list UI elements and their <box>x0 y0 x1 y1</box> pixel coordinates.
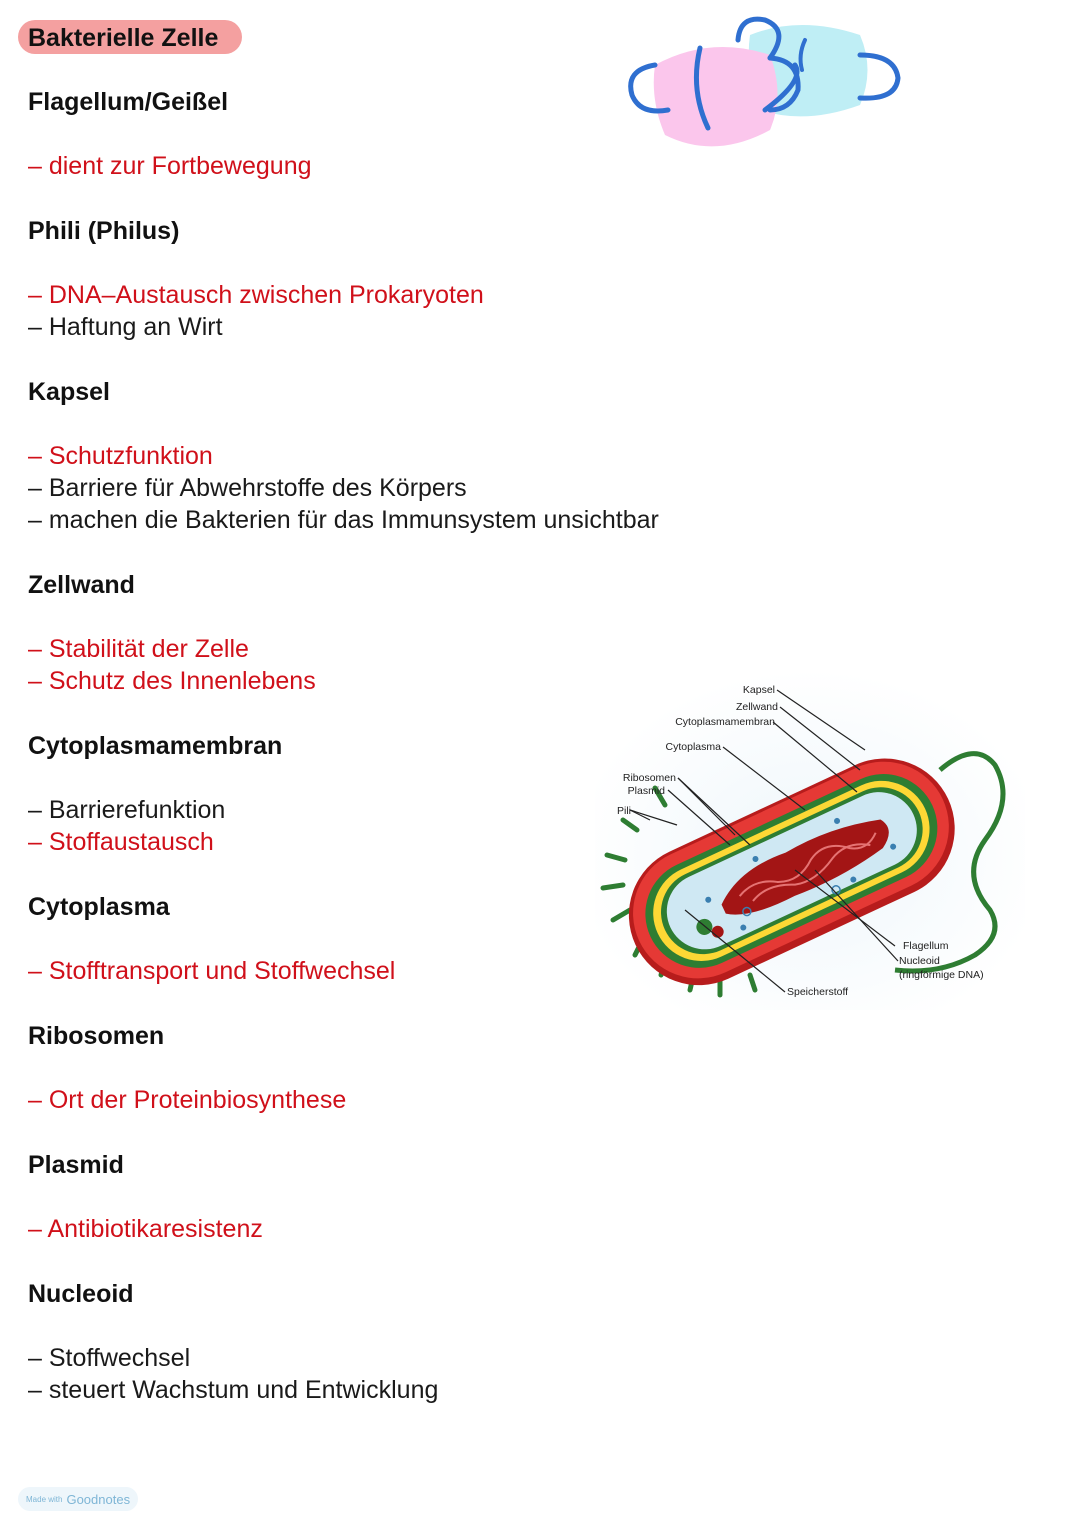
bullet-item: – Schutz des Innenlebens <box>28 667 316 695</box>
section-items <box>28 440 668 536</box>
section-items <box>28 279 668 343</box>
bacteria-diagram <box>595 670 1025 1010</box>
section-heading: Plasmid <box>28 1151 124 1179</box>
section-heading: Cytoplasmamembran <box>28 732 283 760</box>
section-heading: Nucleoid <box>28 1280 134 1308</box>
bullet-item: – machen die Bakterien für das Immunsystem unsichtbar <box>28 506 659 534</box>
label-ribosomen: Ribosomen <box>622 772 676 784</box>
bullet-item: – Barriere für Abwehrstoffe des Körpers <box>28 474 467 502</box>
badge-made-with: Made with <box>26 1494 63 1504</box>
section-items <box>28 1084 668 1116</box>
goodnotes-badge <box>18 1487 138 1511</box>
section-items <box>28 1213 668 1245</box>
pink-mask <box>654 47 778 146</box>
section-heading: Cytoplasma <box>28 893 170 921</box>
section-items <box>28 633 668 697</box>
page-title: Bakterielle Zelle <box>28 24 219 52</box>
bullet-item: – Stoffaustausch <box>28 828 214 856</box>
bullet-item: – Antibiotikaresistenz <box>28 1215 263 1243</box>
label-nucleoid-note: (ringförmige DNA) <box>899 969 984 981</box>
label-cytoplasma: Cytoplasma <box>665 741 721 753</box>
section-items <box>28 955 668 987</box>
section-items <box>28 1342 668 1406</box>
badge-goodnotes: Goodnotes <box>66 1491 131 1507</box>
label-cytoplasmamembran: Cytoplasmamembran <box>675 716 775 728</box>
label-nucleoid: Nucleoid <box>899 955 940 967</box>
bullet-item: – Stabilität der Zelle <box>28 635 249 663</box>
bullet-item: – Schutzfunktion <box>28 442 213 470</box>
bullet-item: – Stofftransport und Stoffwechsel <box>28 957 396 985</box>
section-items <box>28 794 668 858</box>
bullet-item: – Stoffwechsel <box>28 1344 191 1372</box>
section-heading: Zellwand <box>28 571 135 599</box>
section-heading: Flagellum/Geißel <box>28 88 229 116</box>
label-kapsel: Kapsel <box>742 684 775 696</box>
section-heading: Kapsel <box>28 378 110 406</box>
notes-list <box>28 86 668 1439</box>
label-plasmid: Plasmid <box>627 785 665 797</box>
section-heading: Phili (Philus) <box>28 217 180 245</box>
bullet-item: – Ort der Proteinbiosynthese <box>28 1086 347 1114</box>
bullet-item: – steuert Wachstum und Entwicklung <box>28 1376 439 1404</box>
label-flagellum: Flagellum <box>903 940 949 952</box>
title-highlight <box>18 20 228 54</box>
bullet-item: – Barrierefunktion <box>28 796 226 824</box>
section-heading: Ribosomen <box>28 1022 165 1050</box>
section-items <box>28 150 668 182</box>
bullet-item: – dient zur Fortbewegung <box>28 152 312 180</box>
label-speicherstoff: Speicherstoff <box>787 986 849 998</box>
label-zellwand: Zellwand <box>735 701 778 713</box>
label-pili: Pili <box>617 805 632 817</box>
bullet-item: – DNA–Austausch zwischen Prokaryoten <box>28 281 484 309</box>
bullet-item: – Haftung an Wirt <box>28 313 223 341</box>
